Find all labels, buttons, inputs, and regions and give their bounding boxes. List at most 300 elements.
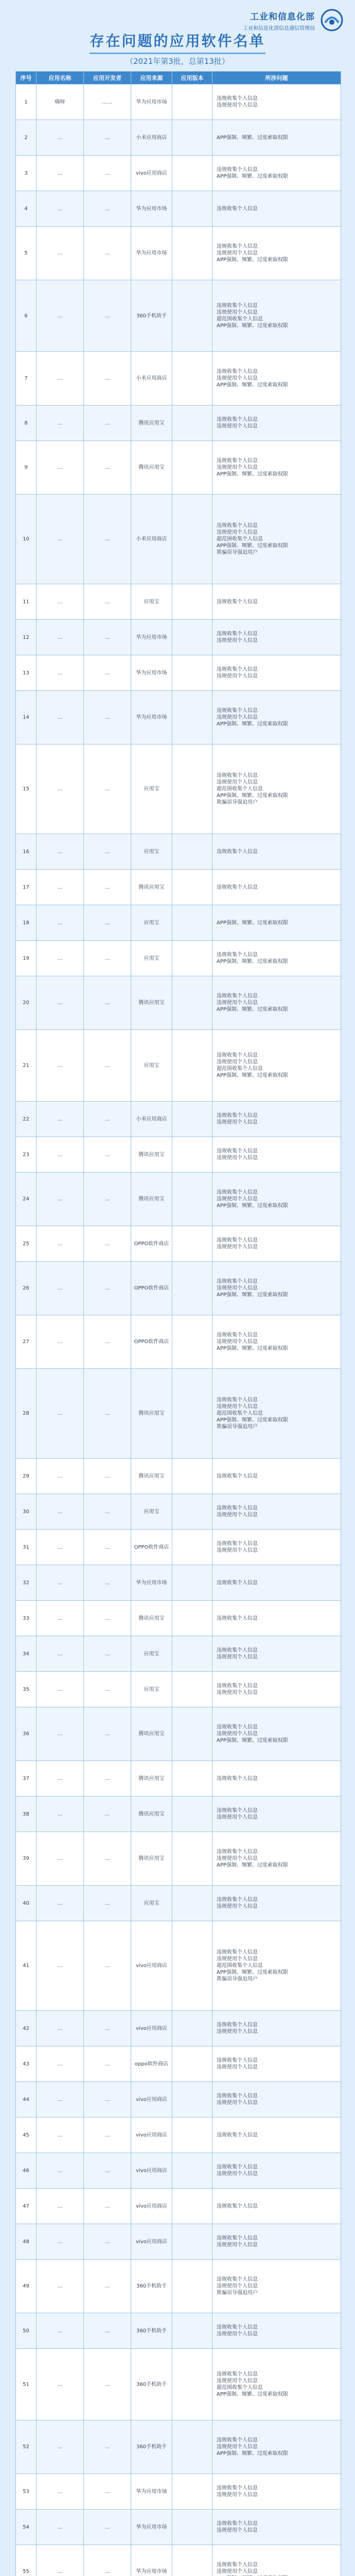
cell-source: OPPO软件商店 bbox=[131, 1530, 172, 1565]
cell-no: 20 bbox=[16, 976, 37, 1030]
cell-source: vivo应用商店 bbox=[131, 2153, 172, 2189]
cell-app-name: … bbox=[37, 1137, 84, 1173]
cell-source: 腾讯应用宝 bbox=[131, 1707, 172, 1761]
cell-app-name: … bbox=[37, 1173, 84, 1226]
cell-source: 华为应用市场 bbox=[131, 1565, 172, 1601]
cell-source: 华为应用市场 bbox=[131, 2510, 172, 2545]
cell-source: 腾讯应用宝 bbox=[131, 1761, 172, 1797]
cell-no: 42 bbox=[16, 2011, 37, 2046]
cell-app-name: … bbox=[37, 1369, 84, 1459]
cell-version bbox=[172, 976, 212, 1030]
cell-no: 30 bbox=[16, 1494, 37, 1530]
cell-app-name: … bbox=[37, 1601, 84, 1636]
cell-no: 54 bbox=[16, 2510, 37, 2545]
table-row bbox=[16, 2082, 341, 2117]
cell-no: 25 bbox=[16, 1226, 37, 1262]
cell-developer: … bbox=[84, 2420, 131, 2474]
cell-app-name: … bbox=[37, 227, 84, 280]
cell-version bbox=[172, 1601, 212, 1636]
cell-no: 43 bbox=[16, 2046, 37, 2082]
cell-problems: 违规收集个人信息 bbox=[212, 1565, 341, 1601]
cell-developer: … bbox=[84, 405, 131, 441]
cell-app-name: … bbox=[37, 1315, 84, 1369]
table-row bbox=[16, 1137, 341, 1173]
cell-app-name: … bbox=[37, 1707, 84, 1761]
cell-developer: … bbox=[84, 1761, 131, 1797]
cell-problems: 违规收集个人信息 APP强制、频繁、过度索取权限 bbox=[212, 941, 341, 976]
cell-source: 华为应用市场 bbox=[131, 2474, 172, 2510]
cell-source: 华为应用市场 bbox=[131, 191, 172, 227]
cell-problems: 违规收集个人信息 违规使用个人信息 APP强制、频繁、过度索取权限 bbox=[212, 227, 341, 280]
cell-problems: 违规收集个人信息 违规使用个人信息 bbox=[212, 405, 341, 441]
col-header-source: 应用来源 bbox=[131, 72, 172, 84]
table-row bbox=[16, 1101, 341, 1137]
cell-no: 34 bbox=[16, 1636, 37, 1672]
cell-problems: 违规收集个人信息 违规使用个人信息 bbox=[212, 1636, 341, 1672]
cell-source: 腾讯应用宝 bbox=[131, 1369, 172, 1459]
cell-problems: 违规收集个人信息 违规使用个人信息 bbox=[212, 2545, 341, 2576]
table-row bbox=[16, 2260, 341, 2313]
cell-no: 12 bbox=[16, 620, 37, 655]
cell-developer: … bbox=[84, 2474, 131, 2510]
cell-problems: 违规收集个人信息 bbox=[212, 191, 341, 227]
logo-subtitle: 工业和信息化部信息通信管理局 bbox=[243, 26, 315, 31]
cell-app-name: … bbox=[37, 870, 84, 905]
cell-developer: … bbox=[84, 280, 131, 352]
cell-app-name: … bbox=[37, 1565, 84, 1601]
table-row bbox=[16, 227, 341, 280]
cell-developer: … bbox=[84, 976, 131, 1030]
table-row bbox=[16, 156, 341, 191]
cell-version bbox=[172, 2349, 212, 2420]
cell-developer: … bbox=[84, 1601, 131, 1636]
cell-no: 46 bbox=[16, 2153, 37, 2189]
table-row bbox=[16, 2313, 341, 2349]
cell-app-name: … bbox=[37, 1101, 84, 1137]
cell-version bbox=[172, 352, 212, 405]
cell-source: 腾讯应用宝 bbox=[131, 441, 172, 495]
cell-version bbox=[172, 2082, 212, 2117]
table-row bbox=[16, 834, 341, 870]
table-row bbox=[16, 1601, 341, 1636]
cell-version bbox=[172, 1530, 212, 1565]
cell-developer: … bbox=[84, 120, 131, 156]
cell-source: 应用宝 bbox=[131, 1494, 172, 1530]
cell-developer: … bbox=[84, 2046, 131, 2082]
cell-app-name: … bbox=[37, 405, 84, 441]
cell-app-name: 嗨呀 bbox=[37, 84, 84, 120]
cell-app-name: … bbox=[37, 352, 84, 405]
table-row bbox=[16, 2011, 341, 2046]
cell-no: 9 bbox=[16, 441, 37, 495]
table-row bbox=[16, 1530, 341, 1565]
table-row bbox=[16, 976, 341, 1030]
cell-no: 44 bbox=[16, 2082, 37, 2117]
cell-app-name: … bbox=[37, 1636, 84, 1672]
cell-problems: 违规收集个人信息 违规使用个人信息 APP强制、频繁、过度索取权限 bbox=[212, 1832, 341, 1886]
cell-source: vivo应用商店 bbox=[131, 2117, 172, 2153]
table-row bbox=[16, 441, 341, 495]
cell-problems: 违规收集个人信息 违规使用个人信息 bbox=[212, 1530, 341, 1565]
cell-developer: … bbox=[84, 1173, 131, 1226]
cell-no: 16 bbox=[16, 834, 37, 870]
cell-problems: 违规收集个人信息 APP强制、频繁、过度索取权限 bbox=[212, 156, 341, 191]
cell-problems: 违规收集个人信息 违规使用个人信息 超范围收集个人信息 APP强制、频繁、过度索取权限 欺骗误导强迫用户 bbox=[212, 1369, 341, 1459]
cell-problems: 违规收集个人信息 违规使用个人信息 APP强制、频繁、过度索取权限 bbox=[212, 1707, 341, 1761]
cell-developer: … bbox=[84, 1494, 131, 1530]
cell-no: 27 bbox=[16, 1315, 37, 1369]
cell-no: 5 bbox=[16, 227, 37, 280]
cell-problems: 违规收集个人信息 违规使用个人信息 bbox=[212, 2082, 341, 2117]
cell-app-name: … bbox=[37, 2011, 84, 2046]
cell-version bbox=[172, 1636, 212, 1672]
cell-developer: …… bbox=[84, 84, 131, 120]
cell-problems: 违规收集个人信息 违规使用个人信息 bbox=[212, 2224, 341, 2260]
cell-version bbox=[172, 280, 212, 352]
table-row bbox=[16, 1797, 341, 1832]
cell-app-name: … bbox=[37, 584, 84, 620]
cell-developer: … bbox=[84, 1886, 131, 1921]
table-row bbox=[16, 2474, 341, 2510]
cell-source: 应用宝 bbox=[131, 834, 172, 870]
cell-version bbox=[172, 905, 212, 941]
col-header-no: 序号 bbox=[16, 72, 37, 84]
cell-no: 11 bbox=[16, 584, 37, 620]
cell-no: 33 bbox=[16, 1601, 37, 1636]
table-row bbox=[16, 1315, 341, 1369]
cell-version bbox=[172, 1886, 212, 1921]
cell-source: OPPO软件商店 bbox=[131, 1226, 172, 1262]
cell-problems: 违规收集个人信息 违规使用个人信息 bbox=[212, 2510, 341, 2545]
cell-no: 29 bbox=[16, 1459, 37, 1494]
cell-developer: … bbox=[84, 1137, 131, 1173]
cell-problems: 违规收集个人信息 违规使用个人信息 超范围收集个人信息 APP强制、频繁、过度索取权限 欺骗误导强迫用户 bbox=[212, 1921, 341, 2011]
cell-source: vivo应用商店 bbox=[131, 2011, 172, 2046]
cell-app-name: … bbox=[37, 1459, 84, 1494]
cell-no: 36 bbox=[16, 1707, 37, 1761]
cell-app-name: … bbox=[37, 120, 84, 156]
cell-version bbox=[172, 655, 212, 691]
cell-version bbox=[172, 2117, 212, 2153]
cell-app-name: … bbox=[37, 941, 84, 976]
cell-app-name: … bbox=[37, 1530, 84, 1565]
table-row bbox=[16, 1636, 341, 1672]
cell-developer: … bbox=[84, 2510, 131, 2545]
app-list-table-wrap bbox=[15, 71, 341, 2576]
cell-app-name: … bbox=[37, 1030, 84, 1101]
cell-app-name: … bbox=[37, 976, 84, 1030]
cell-source: 腾讯应用宝 bbox=[131, 1459, 172, 1494]
cell-version bbox=[172, 405, 212, 441]
cell-app-name: … bbox=[37, 2260, 84, 2313]
table-row bbox=[16, 1173, 341, 1226]
cell-no: 31 bbox=[16, 1530, 37, 1565]
cell-source: 360手机助手 bbox=[131, 2420, 172, 2474]
cell-version bbox=[172, 227, 212, 280]
cell-version bbox=[172, 1030, 212, 1101]
cell-developer: … bbox=[84, 905, 131, 941]
cell-problems: 违规收集个人信息 bbox=[212, 1761, 341, 1797]
cell-app-name: … bbox=[37, 191, 84, 227]
cell-app-name: … bbox=[37, 280, 84, 352]
cell-developer: … bbox=[84, 691, 131, 744]
cell-source: 华为应用市场 bbox=[131, 620, 172, 655]
table-row bbox=[16, 1672, 341, 1707]
table-row bbox=[16, 2510, 341, 2545]
cell-version bbox=[172, 941, 212, 976]
cell-problems: 违规收集个人信息 违规使用个人信息 bbox=[212, 84, 341, 120]
cell-app-name: … bbox=[37, 1494, 84, 1530]
cell-developer: … bbox=[84, 744, 131, 834]
cell-developer: … bbox=[84, 1262, 131, 1315]
table-row bbox=[16, 1565, 341, 1601]
cell-problems: 违规收集个人信息 违规使用个人信息 bbox=[212, 1797, 341, 1832]
cell-no: 53 bbox=[16, 2474, 37, 2510]
cell-no: 41 bbox=[16, 1921, 37, 2011]
cell-version bbox=[172, 584, 212, 620]
cell-source: 腾讯应用宝 bbox=[131, 976, 172, 1030]
table-row bbox=[16, 1030, 341, 1101]
table-row bbox=[16, 584, 341, 620]
cell-app-name: … bbox=[37, 834, 84, 870]
col-header-name: 应用名称 bbox=[37, 72, 84, 84]
cell-source: oppo软件商店 bbox=[131, 2046, 172, 2082]
cell-no: 24 bbox=[16, 1173, 37, 1226]
cell-developer: … bbox=[84, 1101, 131, 1137]
table-row bbox=[16, 1262, 341, 1315]
cell-source: 华为应用市场 bbox=[131, 2545, 172, 2576]
cell-source: 360手机助手 bbox=[131, 2260, 172, 2313]
cell-developer: … bbox=[84, 834, 131, 870]
cell-source: 华为应用市场 bbox=[131, 227, 172, 280]
cell-source: vivo应用商店 bbox=[131, 2082, 172, 2117]
cell-version bbox=[172, 2510, 212, 2545]
cell-version bbox=[172, 120, 212, 156]
cell-version bbox=[172, 156, 212, 191]
cell-developer: … bbox=[84, 2117, 131, 2153]
table-row bbox=[16, 744, 341, 834]
cell-version bbox=[172, 191, 212, 227]
cell-developer: … bbox=[84, 2153, 131, 2189]
table-row bbox=[16, 495, 341, 584]
table-row bbox=[16, 941, 341, 976]
cell-developer: … bbox=[84, 495, 131, 584]
cell-source: 腾讯应用宝 bbox=[131, 1601, 172, 1636]
cell-problems: 违规收集个人信息 违规使用个人信息 APP强制、频繁、过度索取权限 bbox=[212, 441, 341, 495]
page-title: 存在问题的应用软件名单 bbox=[90, 30, 265, 54]
cell-app-name: … bbox=[37, 2420, 84, 2474]
cell-version bbox=[172, 1707, 212, 1761]
cell-source: 360手机助手 bbox=[131, 2349, 172, 2420]
cell-app-name: … bbox=[37, 2313, 84, 2349]
cell-no: 13 bbox=[16, 655, 37, 691]
cell-developer: … bbox=[84, 1030, 131, 1101]
cell-problems: APP强制、频繁、过度索取权限 bbox=[212, 905, 341, 941]
table-row bbox=[16, 691, 341, 744]
cell-no: 48 bbox=[16, 2224, 37, 2260]
cell-app-name: … bbox=[37, 2349, 84, 2420]
table-row bbox=[16, 352, 341, 405]
table-row bbox=[16, 870, 341, 905]
cell-problems: 违规收集个人信息 违规使用个人信息 APP强制、频繁、过度索取权限 bbox=[212, 976, 341, 1030]
table-row bbox=[16, 1494, 341, 1530]
cell-app-name: … bbox=[37, 441, 84, 495]
table-row bbox=[16, 2420, 341, 2474]
cell-source: 腾讯应用宝 bbox=[131, 870, 172, 905]
cell-source: 华为应用市场 bbox=[131, 655, 172, 691]
cell-source: 应用宝 bbox=[131, 1672, 172, 1707]
cell-problems: 违规收集个人信息 违规使用个人信息 bbox=[212, 655, 341, 691]
cell-no: 1 bbox=[16, 84, 37, 120]
cell-version bbox=[172, 1226, 212, 1262]
cell-problems: 违规收集个人信息 bbox=[212, 1601, 341, 1636]
table-row bbox=[16, 1226, 341, 1262]
cell-version bbox=[172, 1565, 212, 1601]
table-row bbox=[16, 2545, 341, 2576]
cell-version bbox=[172, 1137, 212, 1173]
cell-no: 37 bbox=[16, 1761, 37, 1797]
cell-developer: … bbox=[84, 2224, 131, 2260]
cell-no: 26 bbox=[16, 1262, 37, 1315]
cell-no: 39 bbox=[16, 1832, 37, 1886]
cell-no: 52 bbox=[16, 2420, 37, 2474]
table-row bbox=[16, 655, 341, 691]
cell-developer: … bbox=[84, 441, 131, 495]
cell-problems: 违规收集个人信息 违规使用个人信息 APP强制、频繁、过度索取权限 bbox=[212, 691, 341, 744]
table-row bbox=[16, 1761, 341, 1797]
table-header-row bbox=[16, 72, 341, 84]
cell-version bbox=[172, 2153, 212, 2189]
cell-developer: … bbox=[84, 655, 131, 691]
table-row bbox=[16, 905, 341, 941]
cell-source: OPPO软件商店 bbox=[131, 1262, 172, 1315]
cell-developer: … bbox=[84, 584, 131, 620]
col-header-version: 应用版本 bbox=[172, 72, 212, 84]
cell-problems: 违规收集个人信息 违规使用个人信息 APP强制、频繁、过度索取权限 bbox=[212, 352, 341, 405]
table-row bbox=[16, 2117, 341, 2153]
cell-developer: … bbox=[84, 2545, 131, 2576]
cell-developer: … bbox=[84, 227, 131, 280]
table-row bbox=[16, 1459, 341, 1494]
table-row bbox=[16, 120, 341, 156]
cell-no: 51 bbox=[16, 2349, 37, 2420]
cell-problems: APP强制、频繁、过度索取权限 bbox=[212, 120, 341, 156]
cell-no: 32 bbox=[16, 1565, 37, 1601]
cell-source: 华为应用市场 bbox=[131, 691, 172, 744]
cell-no: 3 bbox=[16, 156, 37, 191]
cell-developer: … bbox=[84, 156, 131, 191]
cell-no: 15 bbox=[16, 744, 37, 834]
cell-app-name: … bbox=[37, 156, 84, 191]
cell-problems: 违规收集个人信息 bbox=[212, 2117, 341, 2153]
logo-title: 工业和信息化部 bbox=[250, 12, 315, 22]
table-row bbox=[16, 1886, 341, 1921]
cell-version bbox=[172, 1921, 212, 2011]
cell-problems: 违规收集个人信息 违规使用个人信息 bbox=[212, 1101, 341, 1137]
cell-app-name: … bbox=[37, 2510, 84, 2545]
cell-version bbox=[172, 1761, 212, 1797]
cell-version bbox=[172, 744, 212, 834]
cell-developer: … bbox=[84, 2313, 131, 2349]
table-row bbox=[16, 1832, 341, 1886]
cell-app-name: … bbox=[37, 2545, 84, 2576]
table-row bbox=[16, 2224, 341, 2260]
cell-no: 2 bbox=[16, 120, 37, 156]
cell-problems: 违规收集个人信息 违规使用个人信息 APP强制、频繁、过度索取权限 bbox=[212, 1315, 341, 1369]
cell-no: 21 bbox=[16, 1030, 37, 1101]
cell-problems: 违规收集个人信息 bbox=[212, 1459, 341, 1494]
cell-version bbox=[172, 2224, 212, 2260]
page-subtitle: （2021年第3批，总第13批） bbox=[126, 57, 229, 66]
cell-version bbox=[172, 1797, 212, 1832]
cell-version bbox=[172, 1459, 212, 1494]
cell-problems: 违规收集个人信息 违规使用个人信息 bbox=[212, 2011, 341, 2046]
cell-version bbox=[172, 1832, 212, 1886]
cell-version bbox=[172, 2011, 212, 2046]
cell-no: 38 bbox=[16, 1797, 37, 1832]
cell-version bbox=[172, 2474, 212, 2510]
cell-no: 17 bbox=[16, 870, 37, 905]
cell-app-name: … bbox=[37, 2046, 84, 2082]
cell-app-name: … bbox=[37, 1886, 84, 1921]
cell-no: 19 bbox=[16, 941, 37, 976]
cell-source: vivo应用商店 bbox=[131, 2224, 172, 2260]
table-row bbox=[16, 191, 341, 227]
cell-no: 28 bbox=[16, 1369, 37, 1459]
cell-no: 35 bbox=[16, 1672, 37, 1707]
cell-no: 23 bbox=[16, 1137, 37, 1173]
cell-developer: … bbox=[84, 1636, 131, 1672]
cell-problems: 违规收集个人信息 违规使用个人信息 欺骗误导强迫用户 bbox=[212, 2260, 341, 2313]
cell-developer: … bbox=[84, 1565, 131, 1601]
cell-version bbox=[172, 620, 212, 655]
table-row bbox=[16, 405, 341, 441]
cell-problems: 违规收集个人信息 违规使用个人信息 超范围收集个人信息 APP强制、频繁、过度索取权限 欺骗误导强迫用户 bbox=[212, 744, 341, 834]
table-row bbox=[16, 2189, 341, 2224]
table-row bbox=[16, 2046, 341, 2082]
cell-version bbox=[172, 691, 212, 744]
cell-developer: … bbox=[84, 1797, 131, 1832]
cell-developer: … bbox=[84, 941, 131, 976]
cell-app-name: … bbox=[37, 655, 84, 691]
cell-problems: 违规收集个人信息 违规使用个人信息 bbox=[212, 620, 341, 655]
cell-app-name: … bbox=[37, 1921, 84, 2011]
cell-no: 40 bbox=[16, 1886, 37, 1921]
cell-version bbox=[172, 2313, 212, 2349]
cell-no: 22 bbox=[16, 1101, 37, 1137]
cell-source: 360手机助手 bbox=[131, 2313, 172, 2349]
cell-problems: 违规收集个人信息 违规使用个人信息 bbox=[212, 2153, 341, 2189]
cell-no: 45 bbox=[16, 2117, 37, 2153]
cell-source: 应用宝 bbox=[131, 744, 172, 834]
cell-source: 应用宝 bbox=[131, 941, 172, 976]
cell-developer: … bbox=[84, 352, 131, 405]
cell-no: 14 bbox=[16, 691, 37, 744]
cell-app-name: … bbox=[37, 1797, 84, 1832]
cell-source: 小米应用商店 bbox=[131, 495, 172, 584]
cell-developer: … bbox=[84, 1369, 131, 1459]
cell-no: 55 bbox=[16, 2545, 37, 2576]
cell-source: 应用宝 bbox=[131, 905, 172, 941]
cell-source: 腾讯应用宝 bbox=[131, 1797, 172, 1832]
cell-problems: 违规收集个人信息 违规使用个人信息 APP强制、频繁、过度索取权限 bbox=[212, 1173, 341, 1226]
cell-source: 360手机助手 bbox=[131, 280, 172, 352]
cell-source: vivo应用商店 bbox=[131, 156, 172, 191]
cell-source: 华为应用市场 bbox=[131, 84, 172, 120]
cell-problems: 违规收集个人信息 违规使用个人信息 bbox=[212, 1226, 341, 1262]
cell-developer: … bbox=[84, 1672, 131, 1707]
cell-version bbox=[172, 1262, 212, 1315]
